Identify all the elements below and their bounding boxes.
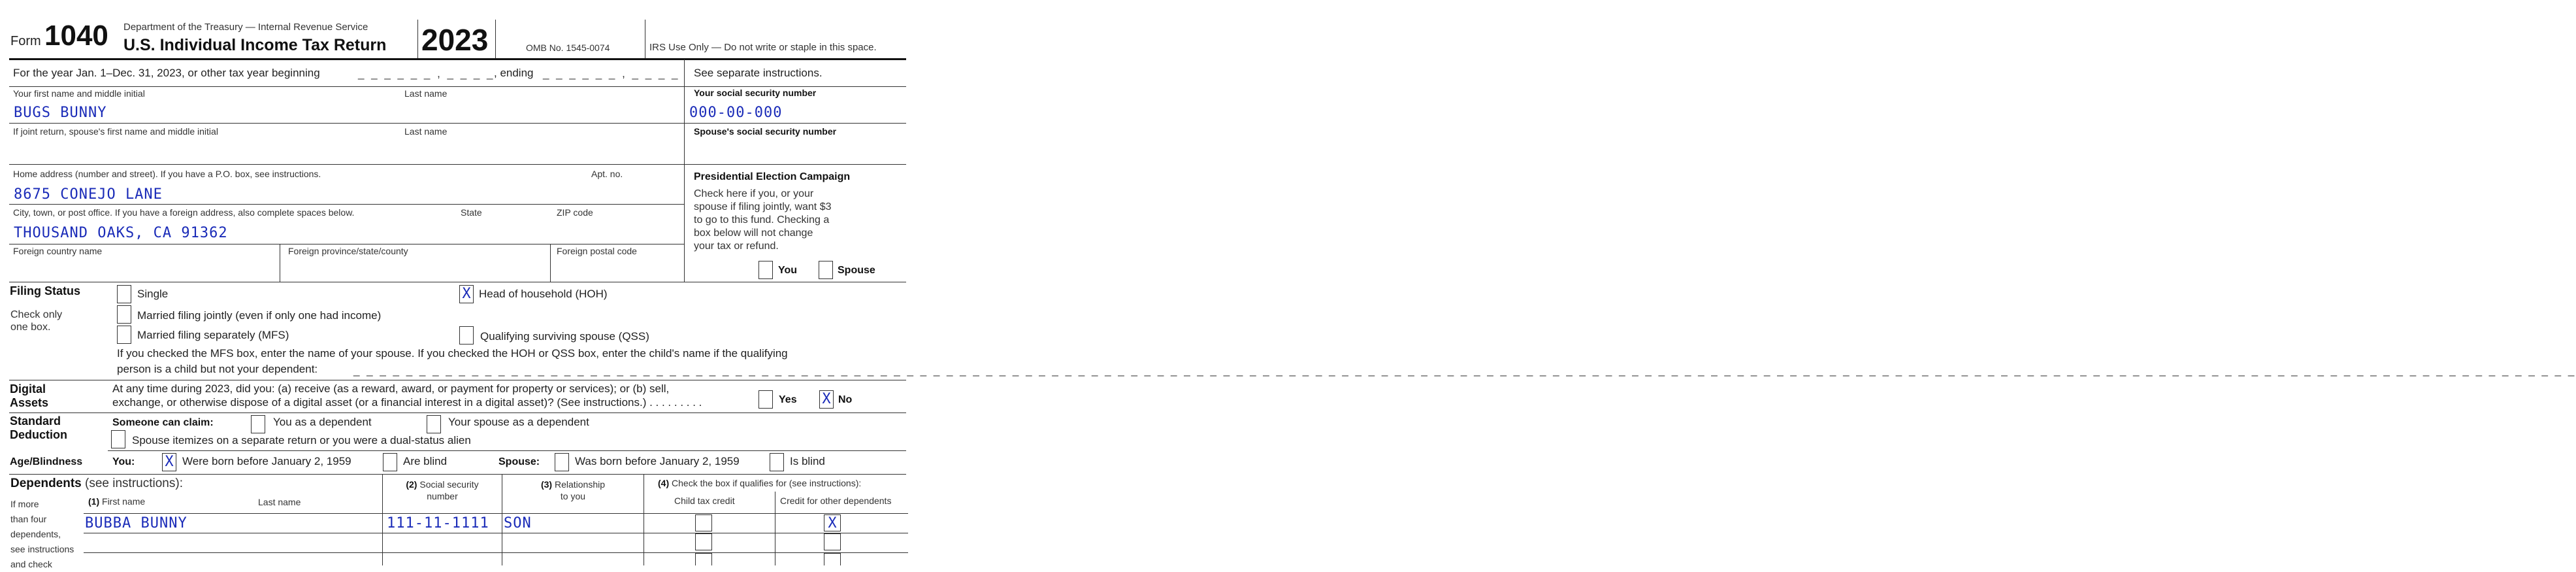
mfs-label: Married filing separately (MFS) [137, 329, 289, 341]
age-spouse-label: Spouse: [498, 456, 540, 467]
child-tax-credit-checkbox[interactable] [695, 514, 712, 531]
dependents-side-note [10, 497, 74, 572]
spouse-born-before-checkbox[interactable] [555, 453, 569, 471]
digital-assets-yes-checkbox[interactable] [758, 390, 773, 409]
form-number: 1040 [44, 20, 108, 52]
age-blindness-title: Age/Blindness [10, 456, 83, 467]
hoh-checkbox[interactable]: X [459, 285, 474, 303]
you-born-before-checkbox[interactable]: X [162, 453, 176, 471]
qualifying-person-field[interactable]: _ _ _ _ _ _ _ _ _ _ _ _ _ _ _ _ _ _ _ _ _ _ _ _ _ _ _ _ _ _ _ _ _ _ _ _ _ _ _ _ _ _ _ _ _ _ _ _ _ _ _ _ _ _ _ _ _ _ _ _ _ _ _ _ _ _ _ _ _ _ _ _ _ _ _ _ _ _ _ _ _ _ _ _ _ _ _ _ _ _ _ _ _ _ _ _ _ _ _ _ _ _ _ _ _ _ _ _ _ _ _ _ _ _ _ _ _ _ _ _ _ _ _ _ _ _ _ _ _ _ _ _ _ _ _ _ _ _ _ _ _ _ _ _ _ _ _ _ _ _ _ _ _ _ _ _ _ _ _ _ _ _ _ _ _ _ _ _ _ [353, 364, 2576, 377]
spouse-ssn-label: Spouse's social security number [694, 126, 837, 137]
digital-assets-no-label: No [838, 394, 853, 405]
col1-num: (1) [88, 496, 100, 507]
col2-label-1: Social security [419, 479, 479, 490]
election-text-line: box below will not change [694, 227, 813, 239]
spouse-blind-label: Is blind [790, 455, 825, 467]
foreign-province-label: Foreign province/state/county [288, 246, 408, 256]
side-note-line: If more [10, 499, 39, 509]
check-only-line1: Check only [10, 309, 63, 320]
city-field[interactable]: THOUSAND OAKS, CA 91362 [14, 225, 228, 241]
other-credit-checkbox[interactable]: X [824, 514, 841, 531]
standard-deduction-title-2: Deduction [10, 428, 67, 441]
col1-last-header: Last name [258, 497, 301, 507]
qss-label: Qualifying surviving spouse (QSS) [480, 330, 649, 343]
col1-label: First name [102, 496, 146, 507]
qss-checkbox[interactable] [459, 326, 474, 345]
foreign-country-label: Foreign country name [13, 246, 103, 256]
apt-label: Apt. no. [591, 169, 623, 179]
child-tax-credit-checkbox[interactable] [695, 533, 712, 550]
filing-note-line2: person is a child but not your dependent: [117, 363, 318, 375]
mfj-checkbox[interactable] [117, 305, 131, 324]
child-tax-credit-header: Child tax credit [674, 496, 735, 506]
digital-assets-question-1: At any time during 2023, did you: (a) receive (as a reward, award, or payment for property or services); or (b) sell, [112, 382, 670, 395]
city-label: City, town, or post office. If you have a foreign address, also complete spaces below. [13, 207, 355, 218]
ssn-field[interactable]: 000-00-000 [689, 105, 783, 121]
digital-assets-no-checkbox[interactable]: X [819, 390, 834, 409]
spouse-dependent-checkbox[interactable] [427, 415, 441, 433]
home-address-field[interactable]: 8675 CONEJO LANE [14, 186, 163, 203]
election-text [694, 188, 831, 253]
election-title: Presidential Election Campaign [694, 171, 851, 182]
dependents-title-suffix: (see instructions): [85, 477, 183, 490]
dependents-title [10, 477, 183, 491]
election-you-checkbox[interactable] [758, 261, 773, 279]
first-name-label: Your first name and middle initial [13, 88, 145, 99]
you-born-before-label: Were born before January 2, 1959 [182, 455, 351, 467]
side-note-line: than four [10, 514, 47, 524]
single-label: Single [137, 288, 169, 300]
col2-header [383, 479, 502, 502]
last-name-label: Last name [404, 88, 448, 99]
single-checkbox[interactable] [117, 285, 131, 303]
election-spouse-checkbox[interactable] [819, 261, 833, 279]
other-credit-header: Credit for other dependents [780, 496, 892, 506]
you-blind-label: Are blind [403, 455, 448, 467]
dependent-name-field[interactable]: BUBBA BUNNY [85, 515, 187, 531]
col1-header [88, 496, 145, 507]
spouse-first-name-label: If joint return, spouse's first name and middle initial [13, 126, 218, 137]
department-line: Department of the Treasury — Internal Revenue Service [123, 22, 368, 33]
tax-year-ending-label: , ending [494, 67, 534, 79]
side-note-line: and check [10, 559, 52, 569]
digital-assets-title-2: Assets [10, 396, 49, 409]
spouse-itemizes-checkbox[interactable] [111, 430, 125, 448]
taxpayer-name-field[interactable]: BUGS BUNNY [14, 105, 107, 121]
ssn-label: Your social security number [694, 88, 817, 98]
mfj-label: Married filing jointly (even if only one had income) [137, 309, 382, 322]
side-note-line: dependents, [10, 529, 61, 539]
col4-num: (4) [658, 478, 670, 488]
other-credit-checkbox[interactable] [824, 553, 841, 565]
form-title: U.S. Individual Income Tax Return [123, 36, 387, 54]
spouse-last-name-label: Last name [404, 126, 448, 137]
election-you-label: You [778, 265, 798, 276]
col3-label-2: to you [560, 491, 586, 501]
check-only-line2: one box. [10, 322, 51, 333]
col4-header [658, 478, 861, 488]
spouse-dependent-label: Your spouse as a dependent [448, 416, 589, 428]
mfs-checkbox[interactable] [117, 326, 131, 344]
election-text-line: to go to this fund. Checking a [694, 214, 830, 226]
dependents-title-bold: Dependents [10, 477, 82, 490]
child-tax-credit-checkbox[interactable] [695, 553, 712, 565]
col3-num: (3) [540, 479, 553, 490]
election-text-line: spouse if filing jointly, want $3 [694, 201, 832, 212]
someone-can-claim-label: Someone can claim: [112, 417, 214, 428]
election-spouse-label: Spouse [838, 265, 875, 276]
dependent-ssn-field[interactable]: 111-11-1111 [387, 515, 489, 531]
election-text-line: your tax or refund. [694, 241, 779, 252]
age-you-label: You: [112, 456, 135, 467]
other-credit-checkbox[interactable] [824, 533, 841, 550]
tax-year-begin-field[interactable]: _ _ _ _ _ _ , _ _ _ _ [358, 67, 495, 80]
see-instructions: See separate instructions. [694, 67, 823, 79]
state-label: State [461, 207, 482, 218]
tax-year-end-field[interactable]: _ _ _ _ _ _ , _ _ _ _ [543, 67, 680, 80]
hoh-label: Head of household (HOH) [479, 288, 608, 300]
form-word: Form [10, 34, 41, 48]
filing-note-line1: If you checked the MFS box, enter the name of your spouse. If you checked the HOH or QSS box, enter the child's name if the qualifying [117, 347, 788, 360]
spouse-blind-checkbox[interactable] [770, 453, 784, 471]
digital-assets-yes-label: Yes [779, 394, 797, 405]
digital-assets-question-2: exchange, or otherwise dispose of a digital asset (or a financial interest in a digital asset)? (See instructions.) . . . . . . . . . [112, 396, 702, 409]
you-blind-checkbox[interactable] [383, 453, 397, 471]
you-dependent-checkbox[interactable] [251, 415, 265, 433]
dependent-relationship-field[interactable]: SON [504, 515, 532, 531]
standard-deduction-title-1: Standard [10, 414, 61, 428]
irs-use-only: IRS Use Only — Do not write or staple in this space. [649, 42, 877, 53]
home-address-label: Home address (number and street). If you have a P.O. box, see instructions. [13, 169, 321, 179]
you-dependent-label: You as a dependent [273, 416, 372, 428]
omb-number: OMB No. 1545-0074 [526, 42, 610, 53]
tax-year-label: For the year Jan. 1–Dec. 31, 2023, or other tax year beginning [13, 67, 320, 79]
col3-header [502, 479, 644, 502]
col3-label-1: Relationship [554, 479, 606, 490]
col2-num: (2) [406, 479, 417, 490]
side-note-line: see instructions [10, 544, 74, 554]
spouse-born-before-label: Was born before January 2, 1959 [575, 455, 740, 467]
filing-status-title: Filing Status [10, 284, 80, 297]
col2-label-2: number [427, 491, 458, 501]
tax-year-big: 2023 [421, 23, 489, 57]
election-text-line: Check here if you, or your [694, 188, 814, 199]
foreign-postal-label: Foreign postal code [557, 246, 637, 256]
spouse-itemizes-label: Spouse itemizes on a separate return or you were a dual-status alien [132, 434, 471, 446]
digital-assets-title-1: Digital [10, 382, 46, 395]
col4-label: Check the box if qualifies for (see instructions): [672, 478, 862, 488]
zip-label: ZIP code [557, 207, 593, 218]
